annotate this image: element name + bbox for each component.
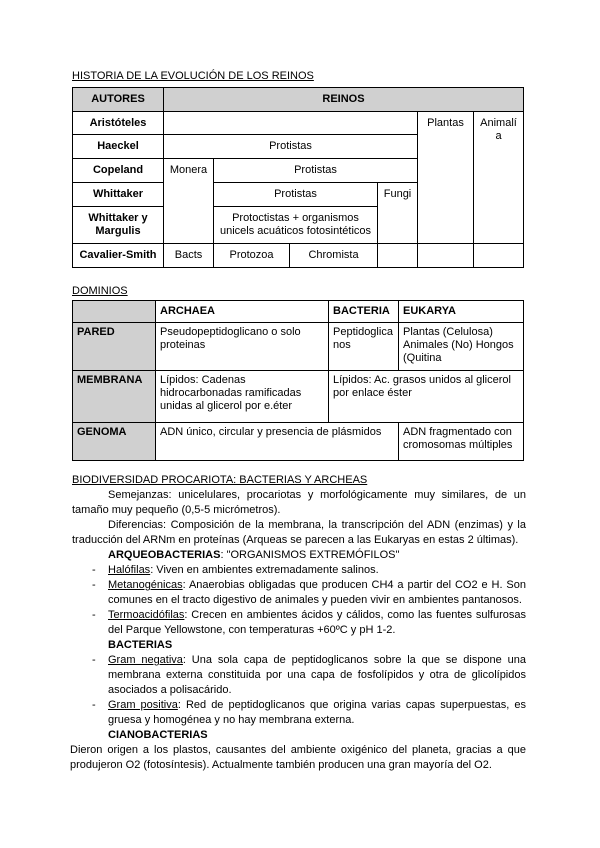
cell-bacts: Bacts [164, 244, 214, 268]
genoma-eukarya: ADN fragmentado con cromosomas múltiples [399, 423, 524, 461]
cell-monera: Monera [164, 159, 214, 244]
dominios-title: DOMINIOS [72, 285, 128, 297]
author-whittaker: Whittaker [73, 183, 164, 207]
header-bacteria: BACTERIA [329, 301, 399, 323]
term: Termoacidófilas [108, 609, 185, 621]
pared-eukarya: Plantas (Celulosa) Animales (No) Hongos (Quitina [399, 323, 524, 371]
cell-chromista: Chromista [290, 244, 378, 268]
header-reinos: REINOS [164, 88, 524, 112]
term: Metanogénicas [108, 579, 183, 591]
list-item: - Metanogénicas: Anaerobias obligadas que producen CH4 a partir del CO2 e H. Son comunes en el tracto digestivo de animales y pueden vivir en ambientes pantanosos. [92, 579, 526, 606]
dominios-table [72, 300, 524, 461]
cavalier-blank [474, 244, 524, 268]
ciano-paragraph: Dieron origen a los plastos, causantes del ambiente oxigénico del planeta, gracias a que produjeron O2 (fotosíntesis). Actualmente también producen una gran mayoría del O2. [70, 744, 526, 771]
cell-haeckel-protistas: Protistas [164, 135, 418, 159]
term: Halófilas [108, 564, 151, 576]
term-text: : Viven en ambientes extremadamente salinos. [150, 564, 379, 576]
header-archaea: ARCHAEA [156, 301, 329, 323]
list-item: - Halófilas: Viven en ambientes extremadamente salinos. [92, 564, 379, 576]
cell-animalia: Animalía [474, 112, 524, 244]
term: Gram negativa [108, 654, 183, 666]
diferencias-paragraph: Diferencias: Composición de la membrana, la transcripción del ADN (enzimas) y la traducción del ARNm en proteínas (Arqueas se parecen a las Eukaryas en estas 2 últimas). [72, 519, 526, 546]
author-cavalier-smith: Cavalier-Smith [73, 244, 164, 268]
cell-fungi: Fungi [378, 183, 418, 244]
ciano-heading: CIANOBACTERIAS [108, 729, 208, 741]
term: Gram positiva [108, 699, 178, 711]
bio-title: BIODIVERSIDAD PROCARIOTA: BACTERIAS Y ARCHEAS [72, 474, 368, 486]
author-haeckel: Haeckel [73, 135, 164, 159]
pared-bacteria: Peptidoglicanos [329, 323, 399, 371]
membrana-bact-euk: Lípidos: Ac. grasos unidos al glicerol por enlace éster [329, 371, 524, 423]
author-copeland: Copeland [73, 159, 164, 183]
header-autores: AUTORES [73, 88, 164, 112]
list-item: - Termoacidófilas: Crecen en ambientes ácidos y cálidos, como las fuentes sulfurosas del Parque Yellowstone, con temperaturas +60ºC y pH 1-2. [92, 609, 526, 636]
term-text: : Una sola capa de peptidoglicanos sobre la que se dispone una membrana externa constituida por una capa de fosfolípidos y otra de glicolípidos asociados a polisacárido. [108, 654, 526, 696]
dominios-corner [73, 301, 156, 323]
pared-archaea: Pseudopeptidoglicano o solo proteinas [156, 323, 329, 371]
list-item: - Gram positiva: Red de peptidoglicanos que origina varias capas superpuestas, es gruesa y homogénea y no hay membrana externa. [92, 699, 526, 726]
cavalier-blank [378, 244, 418, 268]
cell-protoctistas: Protoctistas + organismos unicels acuáticos fotosintéticos [214, 207, 378, 244]
term-text: : Anaerobias obligadas que producen CH4 a partir del CO2 e H. Son comunes en el tracto digestivo de animales y pueden vivir en ambientes pantanosos. [108, 579, 526, 606]
reinos-title: HISTORIA DE LA EVOLUCIÓN DE LOS REINOS [72, 70, 314, 82]
arqueo-heading-sub: : "ORGANISMOS EXTREMÓFILOS" [220, 549, 400, 561]
membrana-archaea: Lípidos: Cadenas hidrocarbonadas ramificadas unidas al glicerol por e.éter [156, 371, 329, 423]
cell-copeland-protistas: Protistas [214, 159, 418, 183]
author-aristoteles: Aristóteles [73, 112, 164, 135]
row-label-membrana: MEMBRANA [73, 371, 156, 423]
arqueo-heading [72, 548, 526, 563]
cell-whittaker-protistas: Protistas [214, 183, 378, 207]
author-whittaker-margulis: Whittaker y Margulis [73, 207, 164, 244]
row-label-pared: PARED [73, 323, 156, 371]
list-item: - Gram negativa: Una sola capa de peptidoglicanos sobre la que se dispone una membrana externa constituida por una capa de fosfolípidos y otra de glicolípidos asociados a polisacárido. [92, 654, 526, 696]
term-text: : Red de peptidoglicanos que origina varias capas superpuestas, es gruesa y homogénea y no hay membrana externa. [108, 699, 526, 726]
genoma-arch-bact: ADN único, circular y presencia de plásmidos [156, 423, 399, 461]
arqueo-heading-label: ARQUEOBACTERIAS [108, 549, 221, 561]
bio-body [72, 488, 526, 773]
semejanzas-paragraph: Semejanzas: unicelulares, procariotas y morfológicamente muy similares, de un tamaño muy pequeño (0,5-5 micrómetros). [72, 489, 526, 516]
cell-plantas: Plantas [418, 112, 474, 244]
cavalier-blank [418, 244, 474, 268]
cell-protozoa: Protozoa [214, 244, 290, 268]
reinos-table [72, 87, 524, 268]
aristoteles-blank [164, 112, 418, 135]
row-label-genoma: GENOMA [73, 423, 156, 461]
bacterias-heading: BACTERIAS [108, 639, 173, 651]
term-text: : Crecen en ambientes ácidos y cálidos, como las fuentes sulfurosas del Parque Yellowstone, con temperaturas +60ºC y pH 1-2. [108, 609, 526, 636]
header-eukarya: EUKARYA [399, 301, 524, 323]
